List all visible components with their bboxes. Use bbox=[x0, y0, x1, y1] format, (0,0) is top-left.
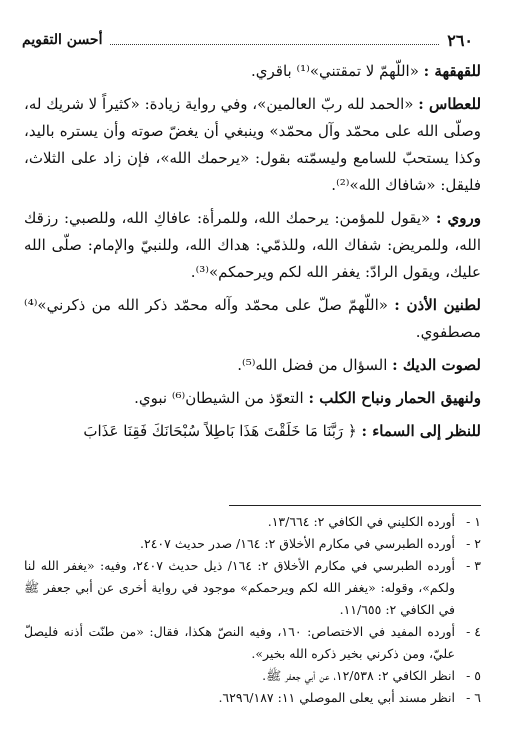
footnote-text: أورده المفيد في الاختصاص: ١٦٠، وفيه النصّ هكذا، فقال: «من طنّت أذنه فليصلّ عليّ، ومن ذكرني بخير ذكره الله بخير». bbox=[24, 624, 455, 661]
footnote-text: أورده الكليني في الكافي ٢: ١٣/٦٦٤. bbox=[267, 514, 455, 529]
paragraph-text: «اللّهمّ صلّ على محمّد وآله محمّد ذكر الله من ذكرني»⁽⁴⁾ مصطفوي. bbox=[24, 296, 481, 341]
paragraph-text: ﴿ رَبَّنَا مَا خَلَقْتَ هَذَا بَاطِلاً سُبْحَانَكَ فَقِنَا عَذَابَ bbox=[83, 422, 362, 440]
paragraph-heading: ولنهيق الحمار ونباح الكلب : bbox=[308, 389, 481, 407]
footnote-number: ٤ - bbox=[466, 624, 481, 639]
page-header bbox=[22, 26, 473, 54]
footnote-text: أورده الطبرسي في مكارم الأخلاق ٢: ١٦٤/ صدر حديث ٢٤٠٧. bbox=[140, 536, 455, 551]
paragraph-heading: لطنين الأذن : bbox=[394, 296, 481, 314]
footnote-text: انظر مسند أبي يعلى الموصلي ١١: ٦٢٩٦/١٨٧. bbox=[218, 690, 455, 705]
paragraph-heading: للقهقهة : bbox=[423, 62, 481, 80]
paragraph-heading: للعطاس : bbox=[418, 95, 482, 113]
paragraph-narrated bbox=[24, 205, 481, 286]
paragraph-laughter bbox=[24, 58, 481, 85]
footnote-number: ٦ - bbox=[466, 690, 481, 705]
running-title: أحسن التقويم bbox=[22, 32, 103, 48]
footnotes bbox=[24, 511, 481, 709]
paragraph-heading: للنظر إلى السماء : bbox=[361, 422, 481, 440]
paragraph-ear-ringing bbox=[24, 292, 481, 346]
footnote bbox=[24, 621, 481, 665]
paragraph-text: السؤال من فضل الله⁽⁵⁾. bbox=[237, 356, 393, 374]
footnote bbox=[24, 555, 481, 621]
footnote bbox=[24, 665, 481, 687]
paragraph-rooster bbox=[24, 352, 481, 379]
footnote-number: ٣ - bbox=[466, 558, 481, 573]
footnote-separator bbox=[229, 505, 481, 506]
paragraph-text: «يقول للمؤمن: يرحمك الله، وللمرأة: عافاكِ الله، وللصبي: رزقك الله، وللمريض: شفاك الله، وللذمّي: هداك الله، وللنبيّ والإمام: صلّى الله عليك، ويقول الرادّ: يغفر الله لكم ويرحمكم»⁽³⁾. bbox=[24, 209, 481, 281]
paragraph-donkey-dog bbox=[24, 385, 481, 412]
footnote bbox=[24, 533, 481, 555]
paragraph-text: «اللّهمّ لا تمقتني»⁽¹⁾ باقري. bbox=[250, 62, 424, 80]
footnote-text: انظر الكافي ٢: ١٢/٥٣٨، عن أبي جعفر ﷺ. bbox=[262, 668, 455, 683]
paragraph-sneezing bbox=[24, 91, 481, 199]
footnote-number: ٢ - bbox=[466, 536, 481, 551]
paragraph-text: التعوّذ من الشيطان⁽⁶⁾ نبوي. bbox=[134, 389, 309, 407]
paragraph-heading: لصوت الديك : bbox=[392, 356, 481, 374]
footnote bbox=[24, 687, 481, 709]
page-number: ٢٦٠ bbox=[447, 30, 473, 50]
main-text bbox=[24, 58, 481, 451]
paragraph-text: «الحمد لله ربّ العالمين»، وفي رواية زيادة: «كثيراً لا شريك له، وصلّى الله على محمّد وآل محمّد» وينبغي أن يغضّ صوته وأن يستره باليد، وكذا يستحبّ للسامع وليسمّته بقول: «يرحمك الله»، فإن زاد على الثلاث، فليقل: «شافاك الله»⁽²⁾. bbox=[24, 95, 481, 194]
footnote-number: ١ - bbox=[466, 514, 481, 529]
paragraph-sky bbox=[24, 418, 481, 445]
footnote bbox=[24, 511, 481, 533]
header-dotted-leader bbox=[110, 44, 439, 45]
paragraph-heading: وروي : bbox=[435, 209, 482, 227]
footnote-text: أورده الطبرسي في مكارم الأخلاق ٢: ١٦٤/ ذيل حديث ٢٤٠٧، وفيه: «يغفر الله لنا ولكم»، وقوله: «يغفر الله لكم ويرحمكم» موجود في رواية أخرى عن أبي جعفر ﷺ في الكافي ٢: ١١/٦٥٥. bbox=[24, 558, 456, 617]
footnote-number: ٥ - bbox=[466, 668, 481, 683]
